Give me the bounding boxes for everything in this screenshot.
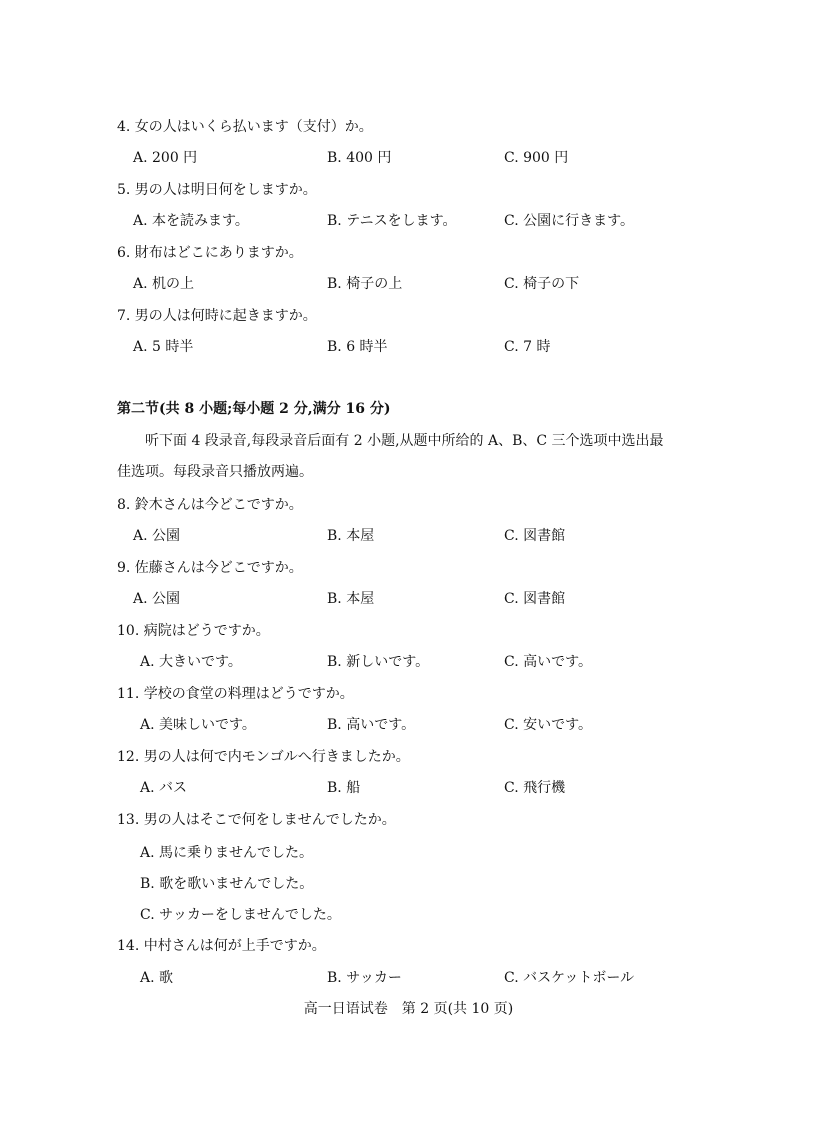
option-a: A. 歌: [140, 970, 174, 986]
question-4-options: [133, 148, 773, 168]
question-7: 7. 男の人は何時に起きますか。: [117, 308, 317, 324]
question-10-options: [140, 652, 780, 672]
option-b: B. 船: [327, 780, 361, 796]
question-7-options: [133, 337, 773, 357]
question-6-options: [133, 274, 773, 294]
option-c: C. 図書館: [504, 591, 566, 607]
option-c: C. 飛行機: [504, 780, 566, 796]
section-2-title: 第二节(共 8 小题;每小题 2 分,满分 16 分): [117, 401, 391, 417]
option-a: A. 公園: [133, 591, 181, 607]
question-11: 11. 学校の食堂の料理はどうですか。: [117, 686, 354, 702]
question-12-options: [140, 778, 780, 798]
option-b: B. 本屋: [327, 591, 375, 607]
option-c: C. 900 円: [504, 150, 569, 166]
question-8: 8. 鈴木さんは今どこですか。: [117, 497, 303, 513]
question-5: 5. 男の人は明日何をしますか。: [117, 182, 317, 198]
option-a: A. 本を読みます。: [133, 213, 249, 229]
question-5-options: [133, 211, 773, 231]
question-9-options: [133, 589, 773, 609]
option-c: C. 7 時: [504, 339, 551, 355]
option-a: A. 公園: [133, 528, 181, 544]
question-4: 4. 女の人はいくら払います（支付）か。: [117, 119, 373, 135]
instruction-line-2: 佳选项。每段录音只播放两遍。: [117, 464, 313, 480]
option-b: B. サッカー: [327, 970, 402, 986]
option-b: B. 本屋: [327, 528, 375, 544]
question-11-options: [140, 715, 780, 735]
instruction-line-1: 听下面 4 段录音,每段录音后面有 2 小题,从题中所给的 A、B、C 三个选项中选出最: [145, 433, 664, 449]
option-a: A. 大きいです。: [140, 654, 242, 670]
option-b: B. 高いです。: [327, 717, 416, 733]
option-a: A. 美味しいです。: [140, 717, 256, 733]
question-9: 9. 佐藤さんは今どこですか。: [117, 560, 303, 576]
option-c: C. 安いです。: [504, 717, 592, 733]
option-b: B. テニスをします。: [327, 213, 457, 229]
option-c: C. バスケットボール: [504, 970, 635, 986]
question-8-options: [133, 526, 773, 546]
question-10: 10. 病院はどうですか。: [117, 623, 270, 639]
option-b: B. 椅子の上: [327, 276, 403, 292]
question-12: 12. 男の人は何で内モンゴルへ行きましたか。: [117, 749, 410, 765]
option-c: C. 椅子の下: [504, 276, 580, 292]
option-b: B. 6 時半: [327, 339, 388, 355]
option-a: A. バス: [140, 780, 188, 796]
question-13-option-c: C. サッカーをしませんでした。: [140, 907, 341, 923]
option-a: A. 200 円: [133, 150, 198, 166]
section-2-instructions: [117, 431, 717, 482]
option-c: C. 公園に行きます。: [504, 213, 634, 229]
option-a: A. 5 時半: [133, 339, 194, 355]
option-a: A. 机の上: [133, 276, 195, 292]
question-13-option-b: B. 歌を歌いませんでした。: [140, 876, 314, 892]
option-b: B. 400 円: [327, 150, 392, 166]
option-b: B. 新しいです。: [327, 654, 430, 670]
question-13: 13. 男の人はそこで何をしませんでしたか。: [117, 812, 396, 828]
question-14-options: [140, 968, 780, 988]
question-13-option-a: A. 馬に乗りませんでした。: [140, 845, 314, 861]
option-c: C. 図書館: [504, 528, 566, 544]
question-14: 14. 中村さんは何が上手ですか。: [117, 938, 326, 954]
page-footer: 高一日语试卷 第 2 页(共 10 页): [303, 1001, 514, 1017]
option-c: C. 高いです。: [504, 654, 592, 670]
question-6: 6. 財布はどこにありますか。: [117, 245, 303, 261]
